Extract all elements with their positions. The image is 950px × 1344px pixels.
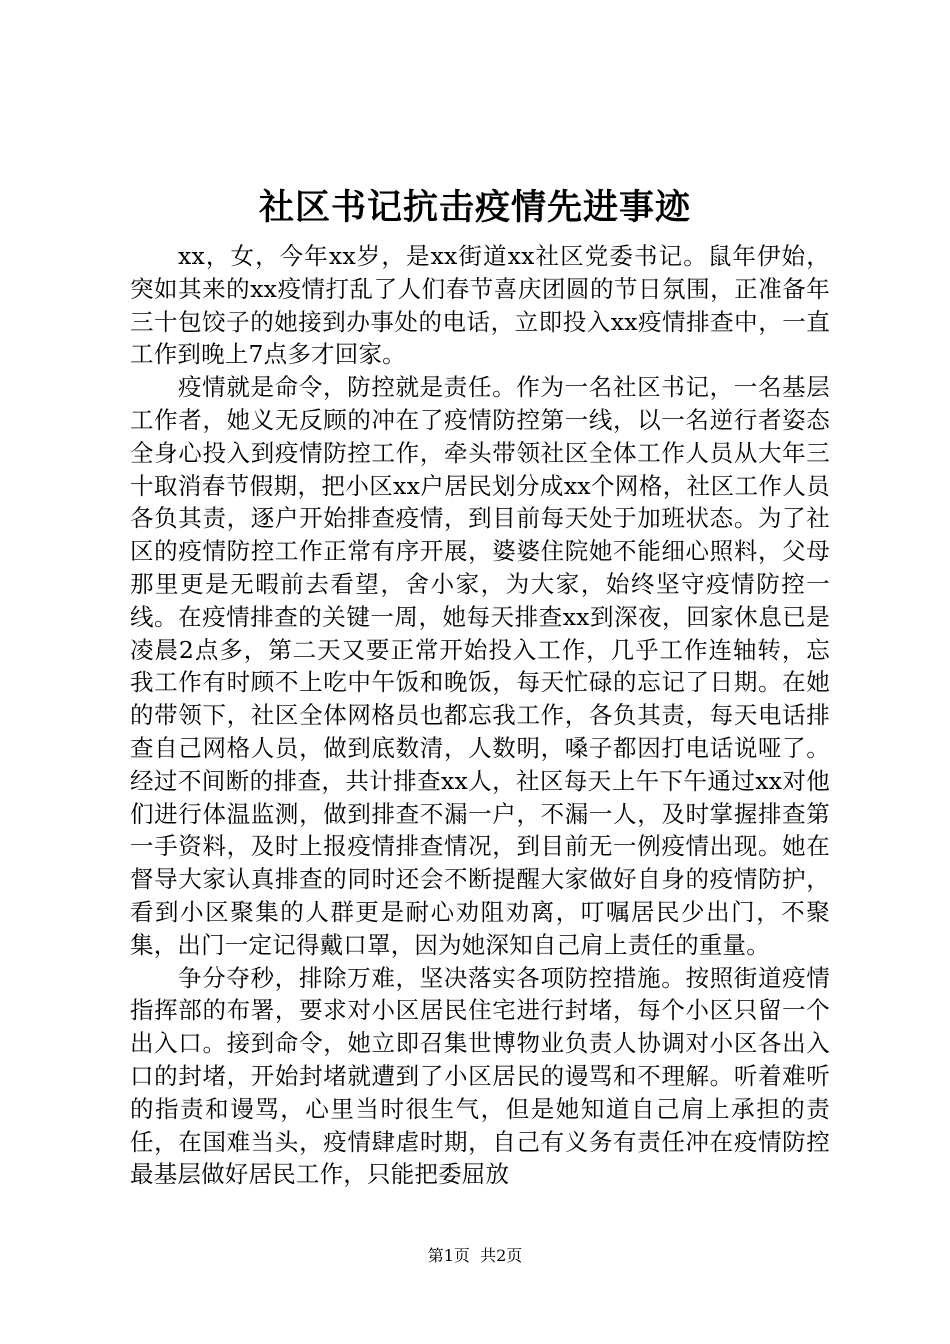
document-body <box>130 240 830 1191</box>
document-title: 社区书记抗击疫情先进事迹 <box>258 187 691 228</box>
page-number: 第1页 <box>427 1246 470 1265</box>
page-total: 共2页 <box>480 1246 523 1265</box>
paragraph-2: 疫情就是命令，防控就是责任。作为一名社区书记，一名基层工作者，她义无反顾的冲在了疫情防控第一线，以一名逆行者姿态全身心投入到疫情防控工作，牵头带领社区全体工作人员从大年三十取消春节假期，把小区xx户居民划分成xx个网格，社区工作人员各负其责，逐户开始排查疫情，到目前每天处于加班状态。为了社区的疫情防控工作正常有序开展，婆婆住院她不能细心照料，父母那里更是无暇前去看望，舍小家，为大家，始终坚守疫情防控一线。在疫情排查的关键一周，她每天排查xx到深夜，回家休息已是凌晨2点多，第二天又要正常开始投入工作，几乎工作连轴转，忘我工作有时顾不上吃中午饭和晚饭，每天忙碌的忘记了日期。在她的带领下，社区全体网格员也都忘我工作，各负其责，每天电话排查自己网格人员，做到底数清，人数明，嗓子都因打电话说哑了。经过不间断的排查，共计排查xx人，社区每天上午下午通过xx对他们进行体温监测，做到排查不漏一户，不漏一人，及时掌握排查第一手资料，及时上报疫情排查情况，到目前无一例疫情出现。她在督导大家认真排查的同时还会不断提醒大家做好自身的疫情防护，看到小区聚集的人群更是耐心劝阻劝离，叮嘱居民少出门，不聚集，出门一定记得戴口罩，因为她深知自己肩上责任的重量。 <box>130 373 830 959</box>
page-footer <box>0 1244 950 1268</box>
paragraph-3: 争分夺秒，排除万难，坚决落实各项防控措施。按照街道疫情指挥部的布署，要求对小区居民住宅进行封堵，每个小区只留一个出入口。接到命令，她立即召集世博物业负责人协调对小区各出入口的封堵，开始封堵就遭到了小区居民的谩骂和不理解。听着难听的指责和谩骂，心里当时很生气，但是她知道自己肩上承担的责任，在国难当头，疫情肆虐时期，自己有义务有责任冲在疫情防控最基层做好居民工作，只能把委屈放 <box>130 963 830 1189</box>
paragraph-1: xx，女，今年xx岁，是xx街道xx社区党委书记。鼠年伊始，突如其来的xx疫情打乱了人们春节喜庆团圆的节日氛围，正准备年三十包饺子的她接到办事处的电话，立即投入xx疫情排查中，一直工作到晚上7点多才回家。 <box>130 242 830 369</box>
